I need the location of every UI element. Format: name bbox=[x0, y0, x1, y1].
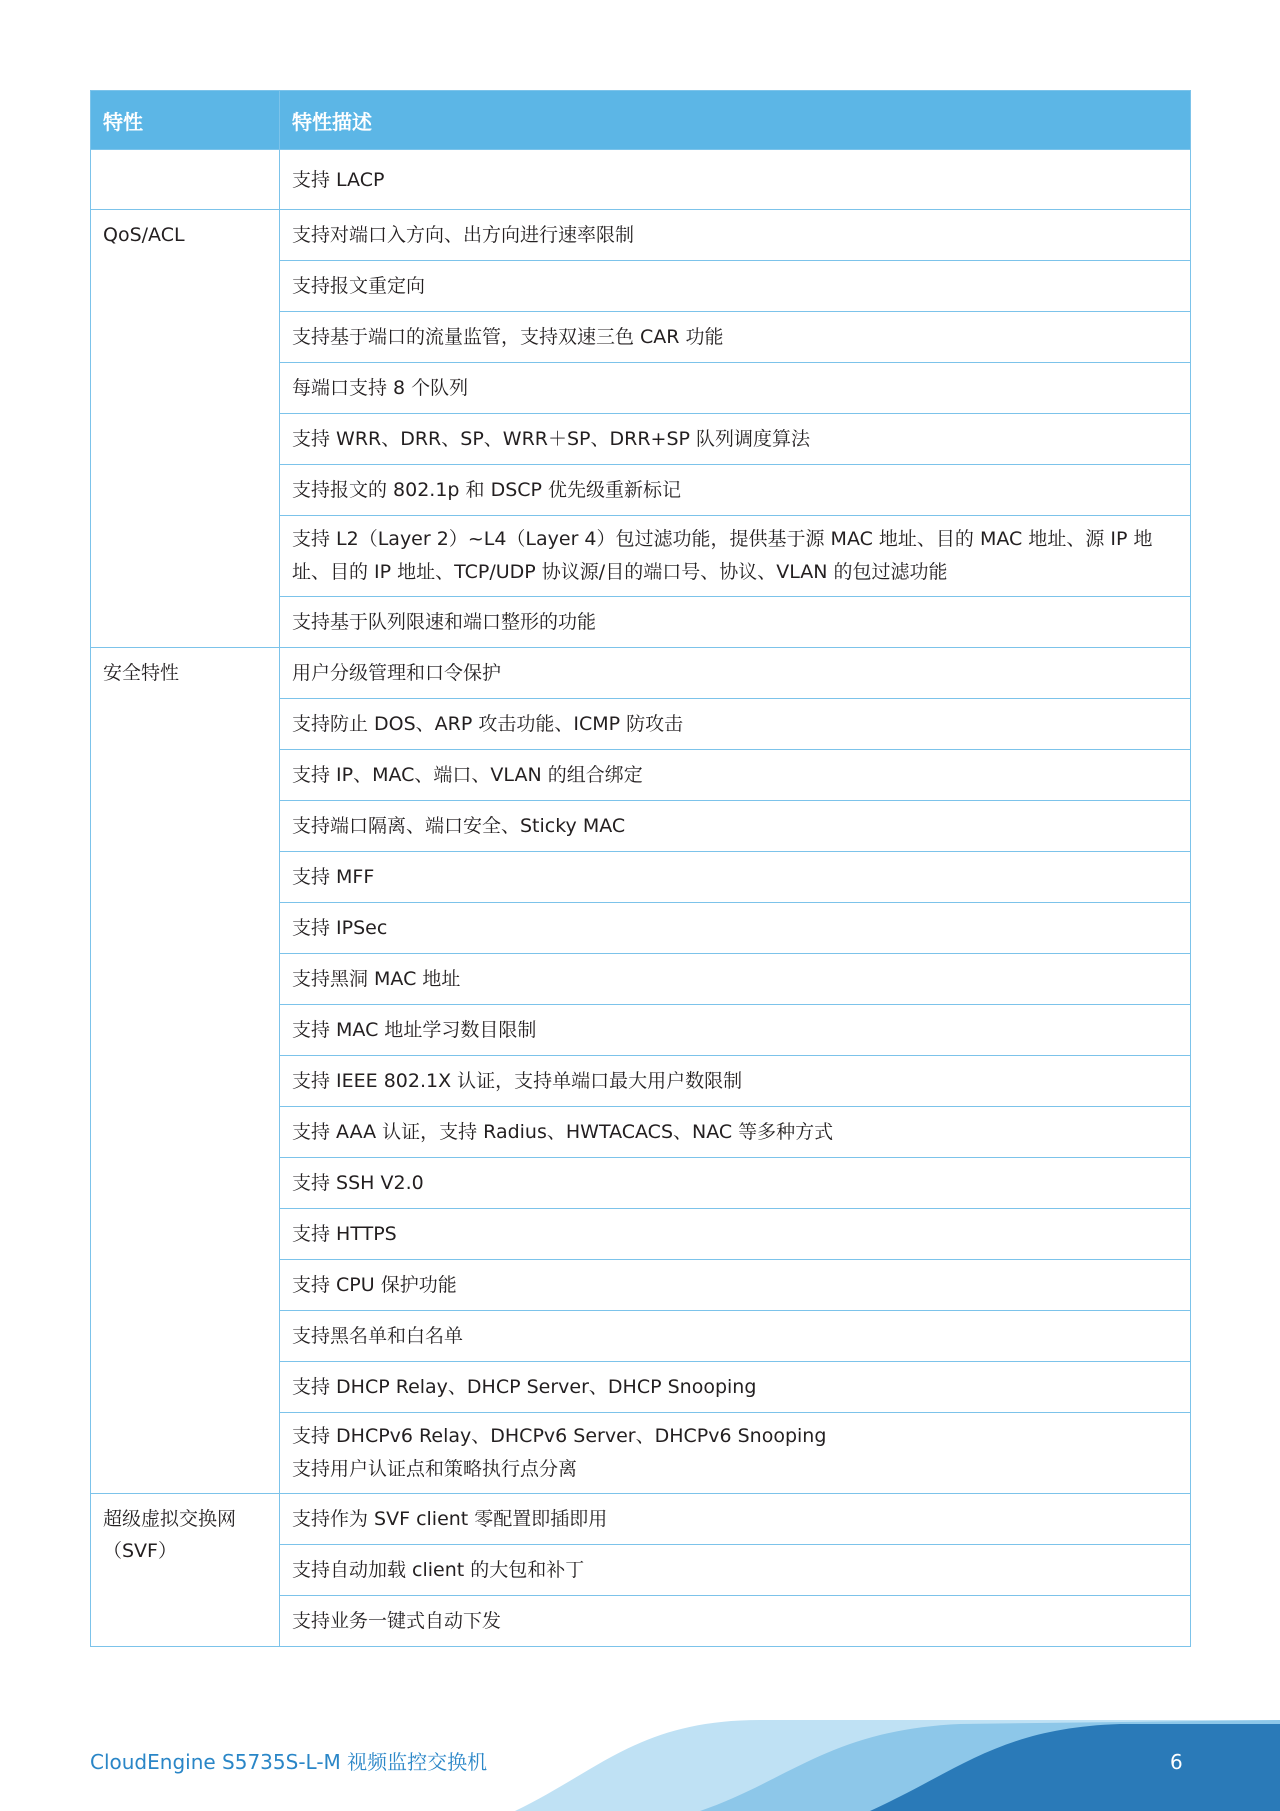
table-row bbox=[91, 648, 1191, 699]
table-row bbox=[91, 150, 1191, 210]
table-row bbox=[91, 1494, 1191, 1545]
feature-description-cell: 支持基于端口的流量监管，支持双速三色 CAR 功能 bbox=[280, 312, 1191, 363]
feature-description-cell: 支持黑名单和白名单 bbox=[280, 1311, 1191, 1362]
feature-category-line: （SVF） bbox=[103, 1540, 177, 1562]
header-feature: 特性 bbox=[91, 91, 280, 150]
header-description: 特性描述 bbox=[280, 91, 1191, 150]
table-row bbox=[91, 210, 1191, 261]
feature-description-cell: 支持作为 SVF client 零配置即插即用 bbox=[280, 1494, 1191, 1545]
feature-description-cell: 支持 MFF bbox=[280, 852, 1191, 903]
feature-description-line: 支持用户认证点和策略执行点分离 bbox=[292, 1458, 578, 1480]
feature-description-cell: 支持端口隔离、端口安全、Sticky MAC bbox=[280, 801, 1191, 852]
feature-description-cell: 支持黑洞 MAC 地址 bbox=[280, 954, 1191, 1005]
feature-category-cell bbox=[91, 150, 280, 210]
feature-description-cell: 支持报文重定向 bbox=[280, 261, 1191, 312]
feature-description-line: 支持 DHCPv6 Relay、DHCPv6 Server、DHCPv6 Snooping bbox=[292, 1425, 827, 1447]
feature-table bbox=[90, 90, 1191, 1647]
feature-category-cell: 安全特性 bbox=[91, 648, 280, 1494]
feature-description-cell: 支持 LACP bbox=[280, 150, 1191, 210]
feature-description-cell: 支持 IP、MAC、端口、VLAN 的组合绑定 bbox=[280, 750, 1191, 801]
feature-category-cell bbox=[91, 1494, 280, 1647]
feature-description-cell: 支持 AAA 认证，支持 Radius、HWTACACS、NAC 等多种方式 bbox=[280, 1107, 1191, 1158]
feature-description-cell: 支持对端口入方向、出方向进行速率限制 bbox=[280, 210, 1191, 261]
feature-description-cell: 支持 SSH V2.0 bbox=[280, 1158, 1191, 1209]
feature-description-cell: 支持 MAC 地址学习数目限制 bbox=[280, 1005, 1191, 1056]
feature-description-cell: 支持 L2（Layer 2）~L4（Layer 4）包过滤功能，提供基于源 MAC 地址、目的 MAC 地址、源 IP 地址、目的 IP 地址、TCP/UDP 协议源/目的端口号、协议、VLAN 的包过滤功能 bbox=[280, 516, 1191, 597]
feature-description-cell: 支持 IPSec bbox=[280, 903, 1191, 954]
feature-description-cell: 每端口支持 8 个队列 bbox=[280, 363, 1191, 414]
footer-document-title: CloudEngine S5735S-L-M 视频监控交换机 bbox=[90, 1750, 488, 1774]
table-header-row bbox=[91, 91, 1191, 150]
feature-description-cell: 支持 HTTPS bbox=[280, 1209, 1191, 1260]
feature-description-cell: 支持基于队列限速和端口整形的功能 bbox=[280, 597, 1191, 648]
feature-description-cell: 支持报文的 802.1p 和 DSCP 优先级重新标记 bbox=[280, 465, 1191, 516]
feature-description-cell: 支持业务一键式自动下发 bbox=[280, 1596, 1191, 1647]
feature-description-cell: 支持 WRR、DRR、SP、WRR＋SP、DRR+SP 队列调度算法 bbox=[280, 414, 1191, 465]
feature-description-cell: 支持 DHCP Relay、DHCP Server、DHCP Snooping bbox=[280, 1362, 1191, 1413]
feature-description-cell: 支持防止 DOS、ARP 攻击功能、ICMP 防攻击 bbox=[280, 699, 1191, 750]
feature-description-cell: 支持自动加载 client 的大包和补丁 bbox=[280, 1545, 1191, 1596]
feature-description-cell: 支持 IEEE 802.1X 认证，支持单端口最大用户数限制 bbox=[280, 1056, 1191, 1107]
feature-description-cell: 支持 CPU 保护功能 bbox=[280, 1260, 1191, 1311]
feature-category-cell: QoS/ACL bbox=[91, 210, 280, 648]
feature-category-line: 超级虚拟交换网 bbox=[103, 1508, 237, 1530]
feature-description-cell bbox=[280, 1413, 1191, 1494]
feature-description-cell: 用户分级管理和口令保护 bbox=[280, 648, 1191, 699]
page-number: 6 bbox=[1170, 1750, 1183, 1774]
